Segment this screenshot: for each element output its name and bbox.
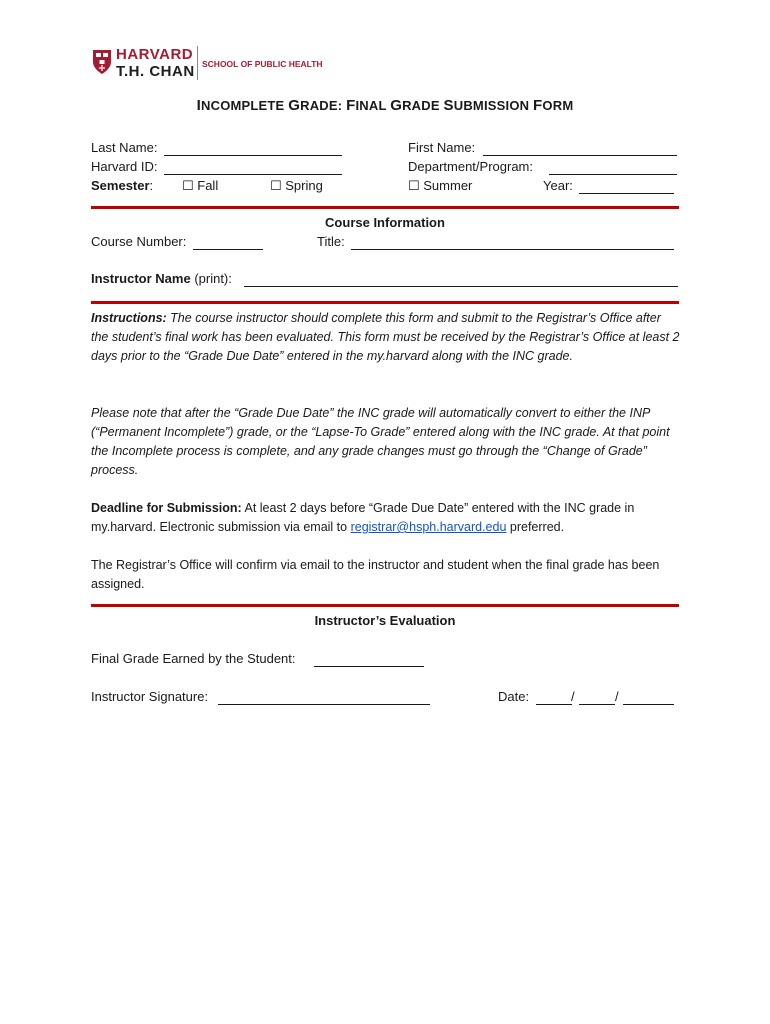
course-number-label: Course Number: [91,234,187,249]
red-divider-1 [91,206,679,209]
final-grade-label: Final Grade Earned by the Student: [91,651,296,666]
logo-chan-text: T.H. CHAN [116,63,195,80]
confirm-paragraph: The Registrar’s Office will confirm via email to the instructor and student when the final grade has been assigned. [91,558,660,591]
date-month-field[interactable] [536,704,572,705]
deadline-paragraph: Deadline for Submission: At least 2 days before “Grade Due Date” entered with the INC grade in my.harvard. Electronic submission via email to registrar@hsph.harvard.edu preferred. [91,501,635,534]
semester-label: Semester: [91,178,154,193]
harvard-id-label: Harvard ID: [91,159,158,174]
form-title: INCOMPLETE GRADE: FINAL GRADE SUBMISSION FORM [196,97,574,114]
instructor-name-label: Instructor Name (print): [91,271,232,286]
registrar-email-link[interactable]: registrar@hsph.harvard.edu [350,520,507,534]
signature-label: Instructor Signature: [91,689,209,704]
evaluation-heading: Instructor’s Evaluation [314,613,456,628]
last-name-field[interactable] [164,155,342,156]
final-grade-field[interactable] [314,666,424,667]
date-slash-2: / [615,689,619,704]
date-day-field[interactable] [579,704,615,705]
harvard-id-field[interactable] [164,174,342,175]
department-field[interactable] [549,174,677,175]
red-divider-3 [91,604,679,607]
first-name-field[interactable] [483,155,677,156]
logo-school-text: SCHOOL OF PUBLIC HEALTH [202,59,323,69]
signature-field[interactable] [218,704,430,705]
last-name-label: Last Name: [91,140,158,155]
note-paragraph: Please note that after the “Grade Due Date” the INC grade will automatically convert to either the INP (“Permanent Incomplete”) grade, or the “Lapse-To Grade” entered along with the INC grade. At that point the Incomplete process is complete, and any grade changes must go through the “Change of Grade” process. [91,406,670,477]
logo-divider [197,46,198,80]
first-name-label: First Name: [408,140,476,155]
course-info-heading: Course Information [325,215,445,230]
logo-harvard-text: HARVARD [116,46,194,63]
course-number-field[interactable] [193,249,263,250]
spring-checkbox[interactable]: ☐ Spring [270,178,323,193]
summer-checkbox[interactable]: ☐ Summer [408,178,473,193]
red-divider-2 [91,301,679,304]
instructions-paragraph: Instructions: The course instructor should complete this form and submit to the Registrar’s Office after the student’s final work has been evaluated. This form must be received by the Registrar’s Office at least 2 days prior to the “Grade Due Date” entered in the my.harvard along with the INC grade. [91,311,680,363]
veritas-shield-icon [92,49,112,75]
harvard-chan-logo [92,46,332,86]
date-year-field[interactable] [623,704,674,705]
year-label: Year: [543,178,573,193]
course-title-field[interactable] [351,249,674,250]
department-label: Department/Program: [408,159,533,174]
fall-checkbox[interactable]: ☐ Fall [182,178,219,193]
year-field[interactable] [579,193,674,194]
course-title-label: Title: [317,234,345,249]
instructor-name-field[interactable] [244,286,678,287]
date-slash-1: / [571,689,575,704]
date-label: Date: [498,689,530,704]
